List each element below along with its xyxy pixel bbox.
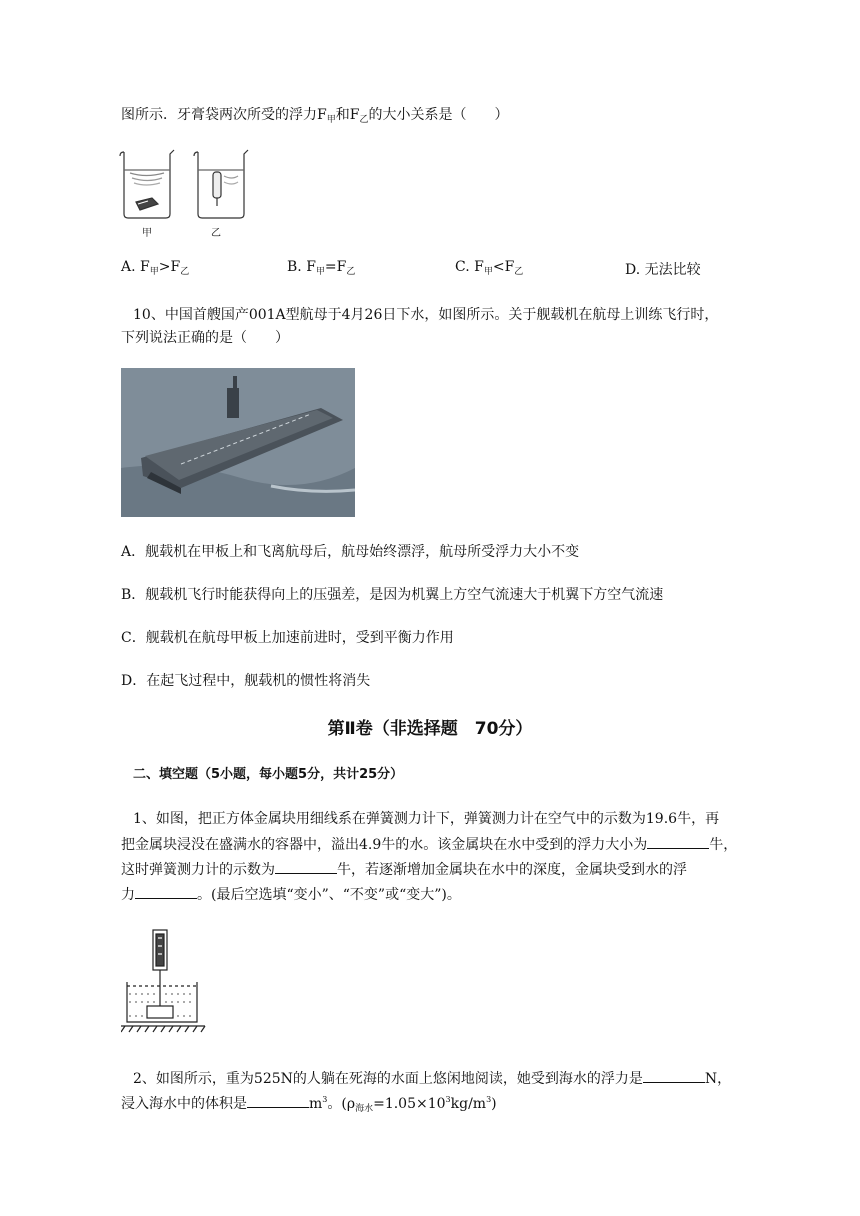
spring-scale-figure [121, 926, 207, 1038]
q10-stem-line2: 下列说法正确的是（ ） [121, 330, 289, 346]
fill1-line2: 把金属块浸没在盛满水的容器中，溢出4.9牛的水。该金属块在水中受到的浮力大小为 牛， [121, 837, 738, 853]
q9-option-b: B. $F_甲=F_乙$ [287, 259, 356, 277]
q9-option-c: C. $F_甲<F_乙$ [455, 259, 524, 277]
q9-option-d: D. 无法比较 [625, 262, 701, 278]
answer-blank-4[interactable] [643, 1070, 705, 1083]
fill2-line1: 2、如图所示，重为525N的人躺在死海的水面上悠闲地阅读，她受到海水的浮力是 N， [133, 1071, 732, 1087]
beaker-yi [194, 150, 248, 218]
fill1-line3: 这时弹簧测力计的示数为 牛，若逐渐增加金属块在水中的深度，金属块受到水的浮 [121, 862, 687, 878]
q10-stem-line1: 10、中国首艘国产001A型航母于4月26日下水，如图所示。关于舰载机在航母上训练飞行时， [133, 307, 719, 323]
aircraft-carrier-photo [121, 368, 355, 517]
q9-beakers-figure [118, 148, 250, 238]
q10-option-a: A．舰载机在甲板上和飞离航母后，航母始终漂浮，航母所受浮力大小不变 [121, 544, 580, 560]
beaker-jia [120, 150, 174, 218]
answer-blank-1[interactable] [647, 836, 709, 849]
q10-option-b: B．舰载机飞行时能获得向上的压强差，是因为机翼上方空气流速大于机翼下方空气流速 [121, 587, 664, 603]
fig-label-jia: 甲 [142, 228, 152, 239]
fig-label-yi: 乙 [211, 228, 221, 239]
q9-option-a: A. $F_甲>F_乙$ [121, 259, 190, 277]
answer-blank-2[interactable] [275, 861, 337, 874]
part2-title: 第Ⅱ卷（非选择题 70分） [327, 719, 533, 739]
fill2-line2: 浸入海水中的体积是 $m^3$。$(\rho_{海水}=1.05\times 10^3kg/m^3)$ [121, 1095, 497, 1114]
fill1-line4: 力 。(最后空选填“变小”、“不变”或“变大”)。 [121, 887, 461, 903]
answer-blank-5[interactable] [247, 1095, 309, 1108]
q10-option-c: C．舰载机在航母甲板上加速前进时，受到平衡力作用 [121, 630, 454, 646]
section-fill-blank-heading: 二、填空题（5小题，每小题5分，共计25分） [133, 767, 404, 782]
fill1-line1: 1、如图，把正方体金属块用细线系在弹簧测力计下，弹簧测力计在空气中的示数为19.6牛，再 [133, 811, 720, 827]
q10-option-d: D．在起飞过程中，舰载机的惯性将消失 [121, 673, 371, 689]
q9-stem: 图所示．牙膏袋两次所受的浮力$F_甲$和$F_乙$的大小关系是（ ） [121, 107, 509, 125]
answer-blank-3[interactable] [135, 886, 197, 899]
